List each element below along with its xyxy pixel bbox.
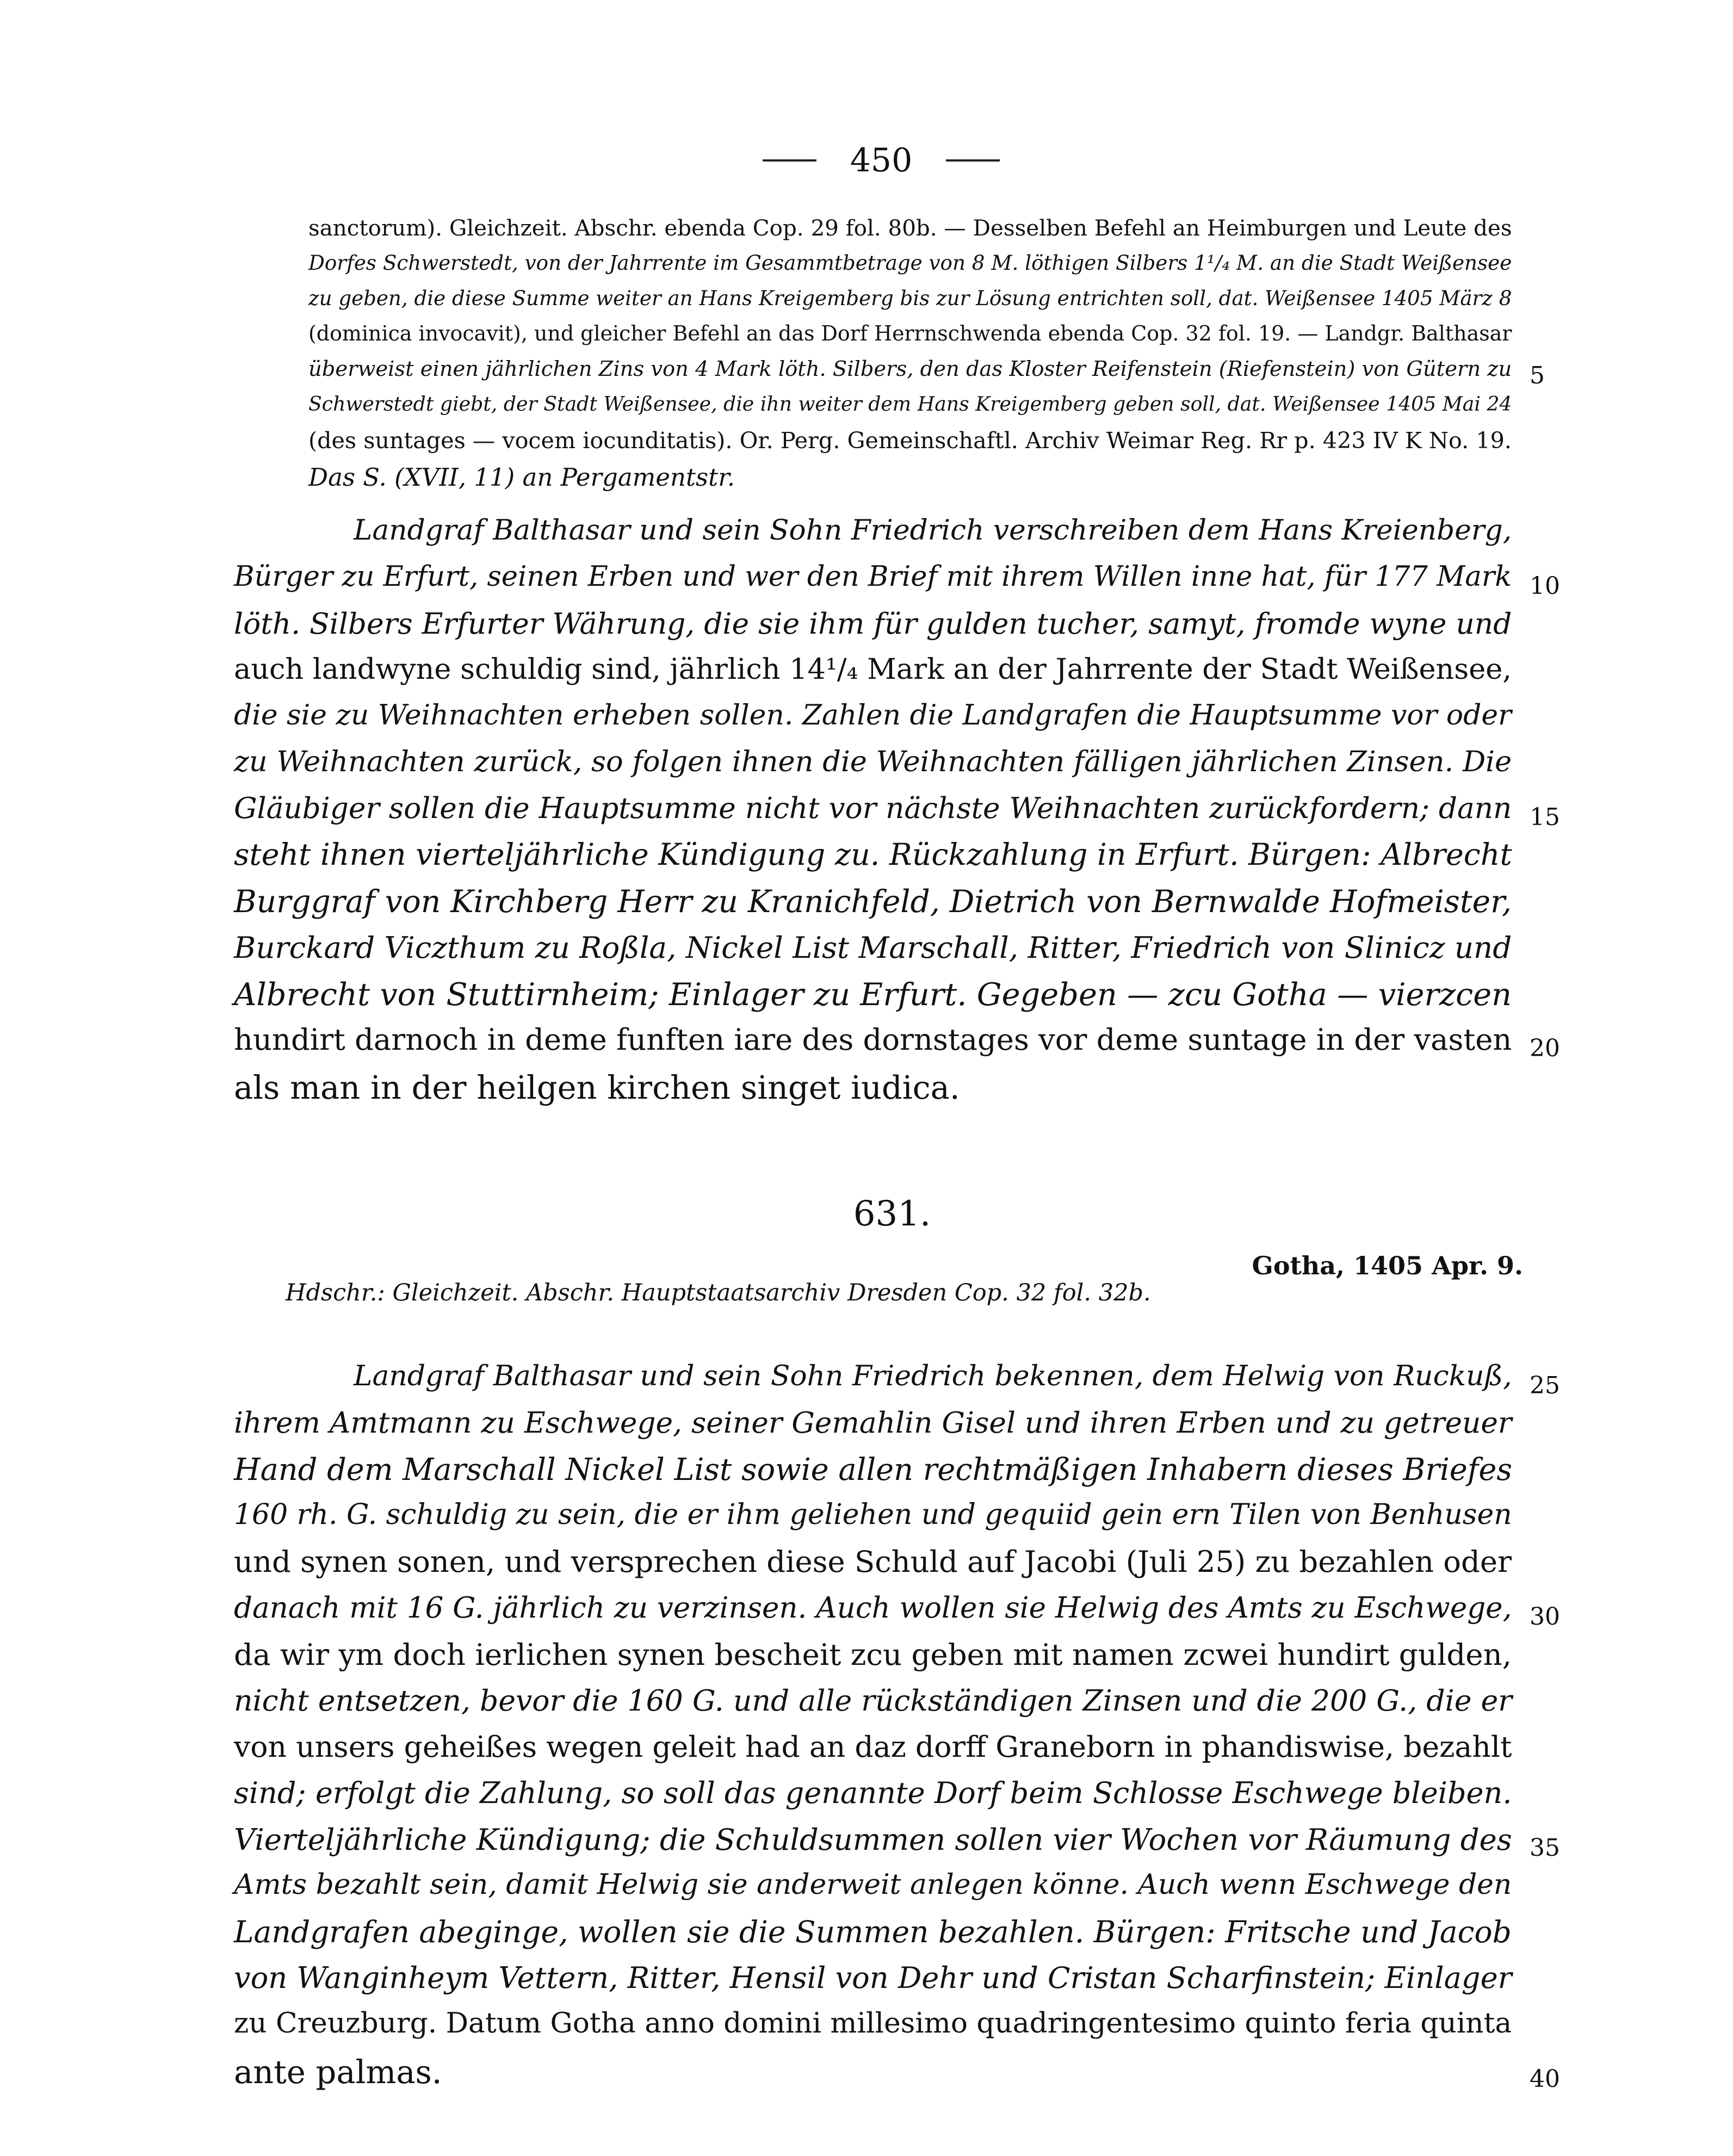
section2-line: Amts bezahlt sein, damit Helwig sie anderweit anlegen könne. Auch wenn Eschwege den bbox=[234, 1868, 1512, 1901]
footnote-line: Schwerstedt giebt, der Stadt Weißensee, die ihn weiter dem Hans Kreigemberg geben soll, dat. Weißensee 1405 Mai 24 bbox=[308, 392, 1512, 416]
footnote-line: zu geben, die diese Summe weiter an Hans Kreigemberg bis zur Lösung entrichten soll, dat. Weißensee 1405 März 8 bbox=[308, 286, 1512, 310]
section1-line: auch landwyne schuldig sind, jährlich 14¹/₄ Mark an der Jahrrente der Stadt Weißensee, bbox=[234, 653, 1512, 686]
section2-line: ante palmas. bbox=[234, 2053, 442, 2091]
document-number: 631. bbox=[853, 1194, 931, 1234]
line-number: 15 bbox=[1530, 803, 1560, 831]
line-number: 40 bbox=[1530, 2065, 1560, 2093]
section1-line: hundirt darnoch in deme funften iare des dornstages vor deme suntage in der vasten bbox=[234, 1023, 1512, 1057]
line-number: 25 bbox=[1530, 1372, 1560, 1399]
section1-line: als man in der heilgen kirchen singet iudica. bbox=[234, 1069, 960, 1106]
section1-line: steht ihnen vierteljährliche Kündigung zu. Rückzahlung in Erfurt. Bürgen: Albrecht bbox=[234, 838, 1512, 872]
footnote-line: Das S. (XVII, 11) an Pergamentstr. bbox=[308, 463, 735, 492]
page-number: 450 bbox=[850, 141, 913, 179]
section1-line: Gläubiger sollen die Hauptsumme nicht vor nächste Weihnachten zurückfordern; dann bbox=[234, 791, 1512, 825]
line-number: 30 bbox=[1530, 1603, 1560, 1631]
section2-line: zu Creuzburg. Datum Gotha anno domini millesimo quadringentesimo quinto feria quinta bbox=[234, 2007, 1512, 2040]
footnote-line: sanctorum). Gleichzeit. Abschr. ebenda Cop. 29 fol. 80b. — Desselben Befehl an Heimburgen und Leute des bbox=[308, 215, 1512, 241]
section1-line: zu Weihnachten zurück, so folgen ihnen die Weihnachten fälligen jährlichen Zinsen. Die bbox=[234, 745, 1512, 778]
place-date: Gotha, 1405 Apr. 9. bbox=[1252, 1251, 1523, 1280]
section2-line: 160 rh. G. schuldig zu sein, die er ihm geliehen und gequiid gein ern Tilen von Benhusen bbox=[234, 1498, 1512, 1531]
section2-line: von unsers geheißes wegen geleit had an daz dorff Graneborn in phandiswise, bezahlt bbox=[234, 1730, 1512, 1764]
footnote-line: überweist einen jährlichen Zins von 4 Mark löth. Silbers, den das Kloster Reifenstein (Riefenstein) von Gütern zu bbox=[308, 357, 1512, 381]
section2-line: Landgraf Balthasar und sein Sohn Friedrich bekennen, dem Helwig von Ruckuß, bbox=[354, 1360, 1512, 1392]
footnote-line: (des suntages — vocem iocunditatis). Or. Perg. Gemeinschaftl. Archiv Weimar Reg. Rr p. 423 IV K No. 19. bbox=[308, 428, 1512, 454]
source-note: Hdschr.: Gleichzeit. Abschr. Hauptstaatsarchiv Dresden Cop. 32 fol. 32b. bbox=[286, 1279, 1151, 1306]
section2-line: sind; erfolgt die Zahlung, so soll das genannte Dorf beim Schlosse Eschwege bleiben. bbox=[234, 1776, 1512, 1810]
section2-line: danach mit 16 G. jährlich zu verzinsen. Auch wollen sie Helwig des Amts zu Eschwege, bbox=[234, 1591, 1512, 1625]
section2-line: da wir ym doch ierlichen synen bescheit zcu geben mit namen zcwei hundirt gulden, bbox=[234, 1637, 1512, 1672]
section1-line: Burckard Viczthum zu Roßla, Nickel List Marschall, Ritter, Friedrich von Slinicz und bbox=[234, 930, 1512, 965]
section2-line: und synen sonen, und versprechen diese Schuld auf Jacobi (Juli 25) zu bezahlen oder bbox=[234, 1545, 1512, 1579]
line-number: 35 bbox=[1530, 1834, 1560, 1862]
footnote-line: (dominica invocavit), und gleicher Befehl an das Dorf Herrnschwenda ebenda Cop. 32 fol. 19. — Landgr. Balthasar bbox=[308, 321, 1512, 345]
line-number: 20 bbox=[1530, 1034, 1560, 1062]
section2-line: nicht entsetzen, bevor die 160 G. und alle rückständigen Zinsen und die 200 G., die er bbox=[234, 1683, 1512, 1718]
section2-line: ihrem Amtmann zu Eschwege, seiner Gemahlin Gisel und ihren Erben und zu getreuer bbox=[234, 1406, 1512, 1440]
line-number: 10 bbox=[1530, 572, 1560, 600]
section1-line: Bürger zu Erfurt, seinen Erben und wer den Brief mit ihrem Willen inne hat, für 177 Mark bbox=[234, 561, 1512, 593]
section2-line: Landgrafen abeginge, wollen sie die Summen bezahlen. Bürgen: Fritsche und Jacob bbox=[234, 1915, 1512, 1949]
section2-line: von Wanginheym Vettern, Ritter, Hensil von Dehr und Cristan Scharfinstein; Einlager bbox=[234, 1961, 1512, 1995]
section2-line: Hand dem Marschall Nickel List sowie allen rechtmäßigen Inhabern dieses Briefes bbox=[234, 1452, 1512, 1488]
section1-line: löth. Silbers Erfurter Währung, die sie ihm für gulden tucher, samyt, fromde wyne und bbox=[234, 606, 1512, 641]
section2-line: Vierteljährliche Kündigung; die Schuldsummen sollen vier Wochen vor Räumung des bbox=[234, 1822, 1512, 1857]
section1-line: die sie zu Weihnachten erheben sollen. Zahlen die Landgrafen die Hauptsumme vor oder bbox=[234, 699, 1512, 732]
section1-line: Albrecht von Stuttirnheim; Einlager zu Erfurt. Gegeben — zcu Gotha — vierzcen bbox=[234, 976, 1512, 1013]
section1-line: Burggraf von Kirchberg Herr zu Kranichfeld, Dietrich von Bernwalde Hofmeister, bbox=[234, 884, 1512, 920]
footnote-line: Dorfes Schwerstedt, von der Jahrrente im Gesammtbetrage von 8 M. löthigen Silbers 1¹/₄ M. an die Stadt Weißensee bbox=[308, 251, 1512, 275]
section1-line: Landgraf Balthasar und sein Sohn Friedrich verschreiben dem Hans Kreienberg, bbox=[354, 514, 1512, 547]
line-number: 5 bbox=[1530, 362, 1545, 389]
